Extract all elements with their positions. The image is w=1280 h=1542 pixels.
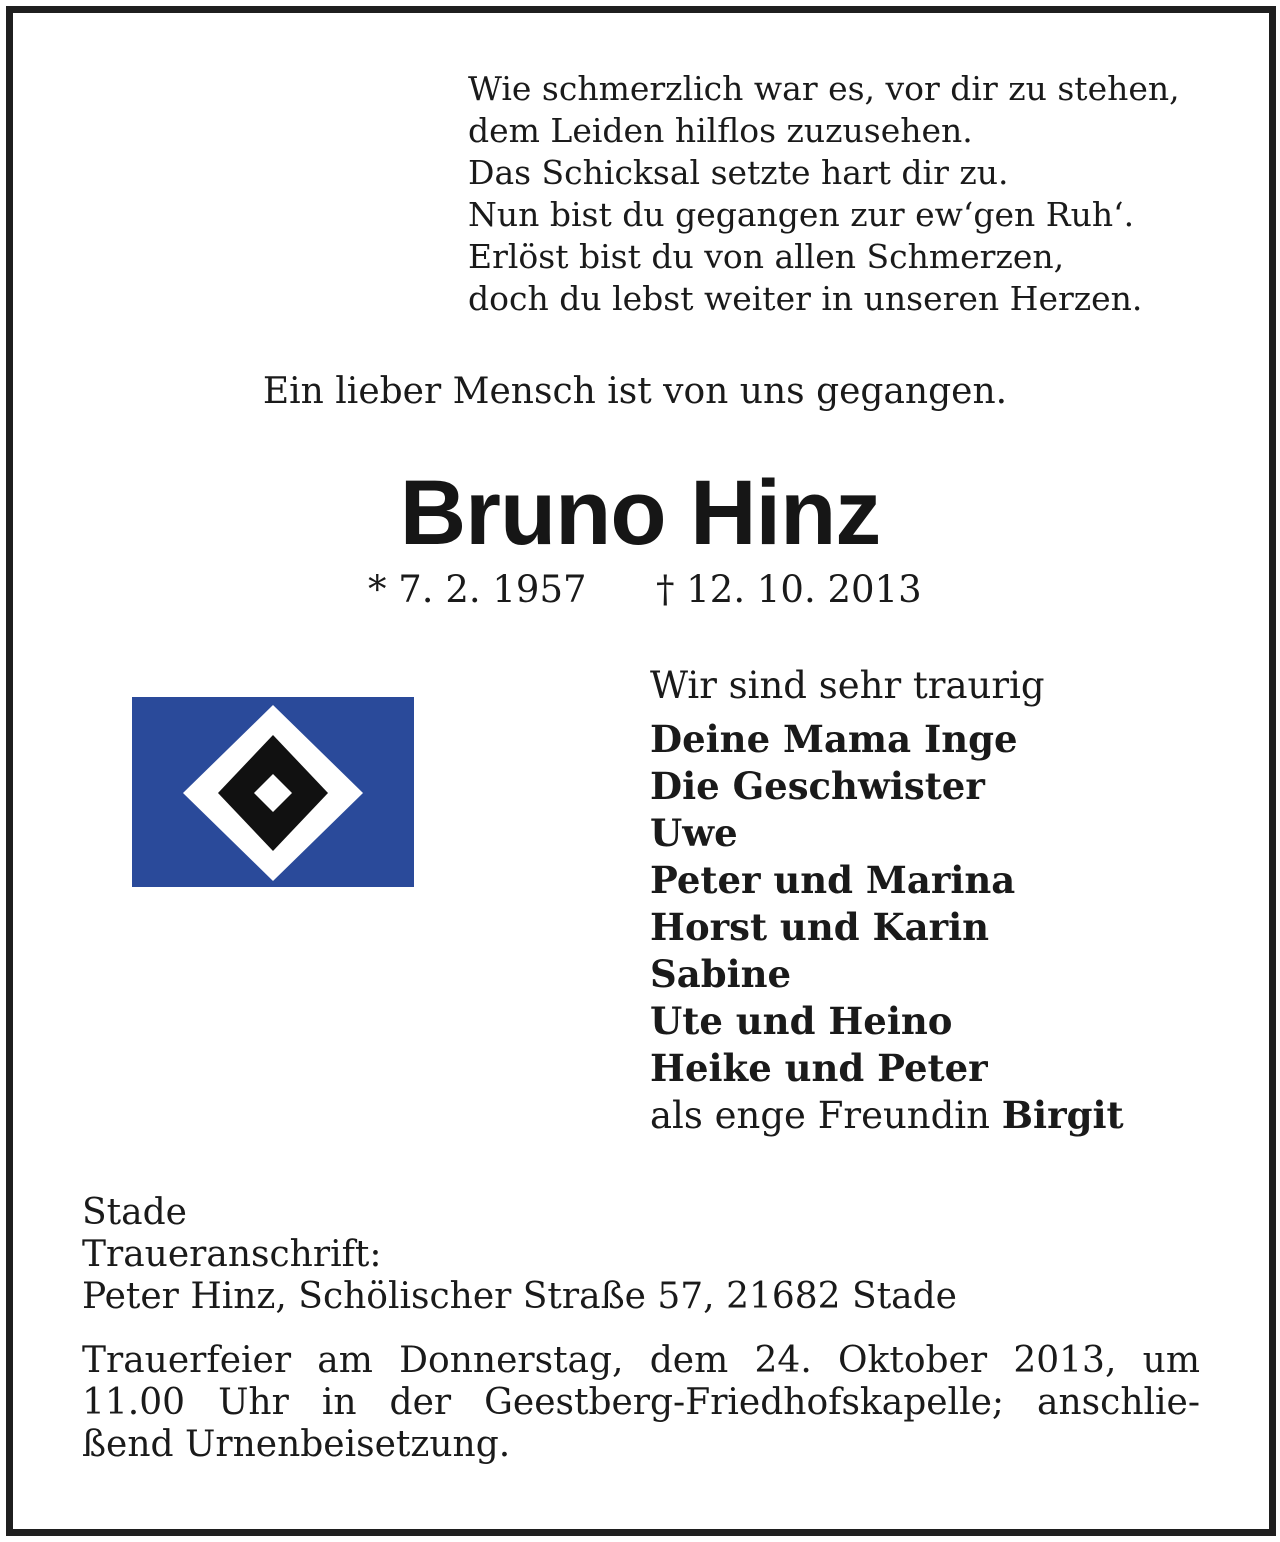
intro-text: Ein lieber Mensch ist von uns gegangen.: [262, 371, 1008, 412]
poem-line: Das Schicksal setzte hart dir zu.: [468, 153, 1009, 192]
mourner-name: Peter und Marina: [650, 858, 1016, 902]
friend-name: Birgit: [1001, 1093, 1124, 1137]
mourner-name: Ute und Heino: [650, 999, 953, 1043]
mourners-lead: Wir sind sehr traurig: [650, 664, 1045, 707]
life-dates: [368, 566, 968, 614]
address-place: Stade: [82, 1192, 187, 1233]
ceremony-line: ßend Urnenbeisetzung.: [82, 1424, 511, 1465]
address-line: Peter Hinz, Schölischer Straße 57, 21682 Stade: [82, 1276, 957, 1317]
ceremony-notice: [82, 1340, 1200, 1466]
mourner-name: Heike und Peter: [650, 1046, 988, 1090]
poem-line: doch du lebst weiter in unseren Herzen.: [468, 279, 1143, 318]
mourner-name: Sabine: [650, 952, 792, 996]
deceased-name: Bruno Hinz: [399, 462, 881, 564]
poem-line: Nun bist du gegangen zur ew‘gen Ruh‘.: [468, 195, 1135, 234]
hsv-diamond-flag-icon: [132, 697, 414, 887]
mourner-name: Horst und Karin: [650, 905, 990, 949]
poem-line: Erlöst bist du von allen Schmerzen,: [468, 237, 1065, 276]
address-label: Traueranschrift:: [82, 1234, 382, 1275]
ceremony-line: 11.00 Uhr in der Geestberg-Friedhofskapelle; anschlie-: [82, 1382, 1200, 1423]
friend-line: [650, 1092, 1250, 1139]
death-date: † 12. 10. 2013: [656, 568, 922, 611]
friend-prefix: als enge Freundin: [650, 1094, 1002, 1137]
poem-line: Wie schmerzlich war es, vor dir zu stehen,: [468, 69, 1180, 108]
mourning-address: [82, 1192, 1202, 1318]
birth-date: * 7. 2. 1957: [368, 568, 587, 611]
poem-line: dem Leiden hilflos zuzusehen.: [468, 111, 973, 150]
mourner-name: Die Geschwister: [650, 764, 985, 808]
ceremony-line: Trauerfeier am Donnerstag, dem 24. Oktober 2013, um: [82, 1340, 1200, 1381]
mourner-name: Deine Mama Inge: [650, 717, 1018, 761]
mourners-list: [650, 660, 1250, 1139]
poem: [468, 68, 1228, 320]
mourner-name: Uwe: [650, 811, 738, 855]
